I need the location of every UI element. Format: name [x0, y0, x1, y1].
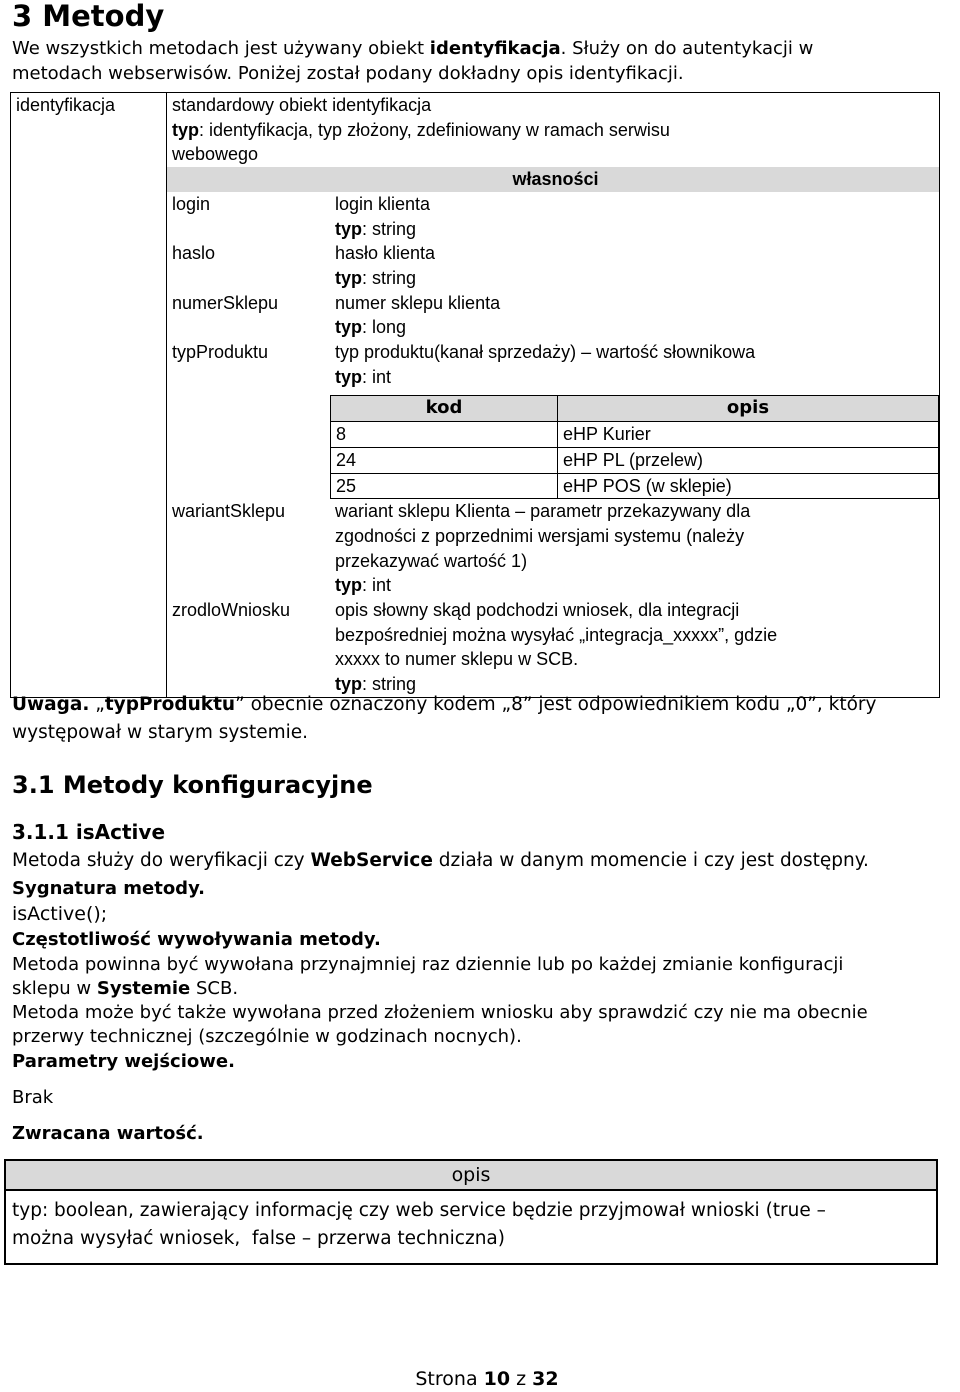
return-label: Zwracana wartość.	[12, 1123, 204, 1144]
table-row: 24 eHP PL (przelew)	[331, 447, 939, 473]
prop-desc: opis słowny skąd podchodzi wniosek, dla integracji bezpośredniej można wysyłać „integracja_xxxxx”, gdzie xxxxx to numer sklepu w SCB. typ: string	[335, 600, 778, 695]
note-line-1: Uwaga. „typProduktu” obecnie oznaczony kodem „8” jest odpowiednikiem kodu „0”, który	[12, 694, 877, 715]
table-row: 8 eHP Kurier	[331, 422, 939, 448]
prop-name: numerSklepu	[172, 292, 279, 313]
return-table	[4, 1159, 938, 1265]
note-line-2: występował w starym systemie.	[12, 722, 308, 743]
frequency-line-2: sklepu w Systemie SCB.	[12, 978, 239, 999]
prop-desc: typ produktu(kanał sprzedaży) – wartość słownikowa typ: int kod opis 8 eHP Kurier 24 eHP PL (przelew) 25 eHP POS (w sklepie)	[330, 340, 939, 499]
codes-header-kod: kod	[331, 396, 558, 422]
prop-desc: hasło klienta typ: string	[335, 243, 436, 288]
section-heading: 3.1 Metody konfiguracyjne	[12, 771, 373, 799]
params-label: Parametry wejściowe.	[12, 1051, 235, 1072]
object-type: typ: identyfikacja, typ złożony, zdefiniowany w ramach serwisu	[172, 119, 670, 140]
subsection-heading: 3.1.1 isActive	[12, 820, 166, 844]
intro-line-2: metodach webserwisów. Poniżej został podany dokładny opis identyfikacji.	[12, 63, 684, 84]
prop-name: haslo	[172, 243, 216, 264]
prop-desc: login klienta typ: string	[335, 193, 431, 239]
return-description: typ: boolean, zawierający informację czy web service będzie przyjmował wnioski (true – można wysyłać wniosek, false – przerwa techniczna)	[5, 1190, 937, 1264]
object-description: standardowy obiekt identyfikacja	[172, 95, 432, 115]
object-name: identyfikacja	[11, 93, 167, 698]
codes-header-opis: opis	[558, 396, 939, 422]
prop-name: wariantSklepu	[172, 501, 286, 522]
properties-table	[167, 167, 939, 697]
prop-name: zrodloWniosku	[172, 600, 291, 621]
prop-name: login	[172, 193, 211, 214]
object-definition	[167, 93, 940, 698]
object-type-cont: webowego	[172, 144, 259, 165]
page-footer: Strona 10 z 32	[415, 1368, 559, 1390]
prop-desc: wariant sklepu Klienta – parametr przekazywany dla zgodności z poprzednimi wersjami systemu (należy przekazywać wartość 1) typ: int	[335, 501, 751, 596]
frequency-line-3: Metoda może być także wywołana przed złożeniem wniosku aby sprawdzić czy nie ma obecnie	[12, 1002, 868, 1023]
signature-label: Sygnatura metody.	[12, 878, 205, 899]
page-title: 3 Metody	[12, 0, 165, 33]
params-value: Brak	[12, 1087, 54, 1108]
method-description: Metoda służy do weryfikacji czy WebService działa w danym momencie i czy jest dostępny.	[12, 850, 869, 871]
codes-table	[330, 395, 939, 499]
frequency-line-1: Metoda powinna być wywołana przynajmniej raz dziennie lub po każdej zmianie konfiguracji	[12, 954, 844, 975]
prop-name: typProduktu	[172, 342, 269, 363]
table-row: 25 eHP POS (w sklepie)	[331, 473, 939, 499]
frequency-line-4: przerwy technicznej (szczególnie w godzinach nocnych).	[12, 1026, 522, 1047]
identyfikacja-table	[10, 92, 940, 698]
prop-desc: numer sklepu klienta typ: long	[335, 292, 501, 338]
properties-header: własności	[167, 167, 939, 192]
signature: isActive();	[12, 903, 108, 925]
intro-line-1: We wszystkich metodach jest używany obiekt identyfikacja. Służy on do autentykacji w	[12, 38, 814, 59]
return-header: opis	[5, 1160, 937, 1190]
frequency-label: Częstotliwość wywoływania metody.	[12, 929, 381, 950]
